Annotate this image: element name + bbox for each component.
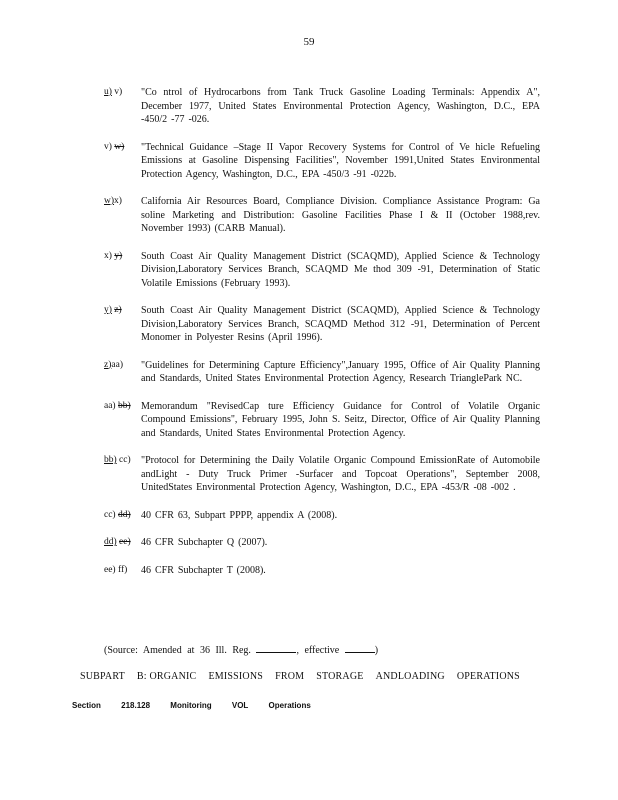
old-letter: dd) (117, 509, 131, 520)
new-letter: y) (104, 305, 112, 315)
old-letter: z) (114, 305, 122, 315)
new-letter: cc) (104, 509, 116, 520)
new-letter: bb) (104, 455, 117, 465)
section-word: VOL (231, 701, 249, 710)
source-prefix: (Source: (104, 645, 138, 656)
subpart-heading (80, 671, 520, 682)
section-word: Section (72, 701, 101, 710)
new-letter: u) (104, 87, 112, 97)
subpart-word: SUBPART (80, 671, 125, 682)
old-letter: v) (114, 87, 123, 97)
old-letter: w) (114, 141, 125, 152)
source-effective: , effective (296, 645, 340, 656)
reference-text: "Protocol for Determining the Daily Volatile Organic Compound EmissionRate of Automobile andLight - Duty Truck Primer -Surfacer and Topcoat Operations", September 2008, UnitedStates Environmental Protection Agency, Washington, D.C., EPA -453/R -08 -002 . (141, 455, 540, 493)
section-heading (72, 701, 329, 710)
old-letter: x) (114, 196, 122, 206)
reference-item (104, 564, 540, 578)
subpart-word: ANDLOADING (375, 671, 445, 682)
old-letter: cc) (119, 455, 131, 465)
reference-text: Memorandum "RevisedCap ture Efficiency Guidance for Control of Volatile Organic Compound Emissions", February 1995, John S. Seitz, Director, Office of Air Quality Planning and Standards, United States Environmental Protection Agency. (141, 400, 540, 439)
reference-item (104, 359, 540, 386)
source-close: ) (374, 645, 379, 656)
new-letter: z) (104, 359, 112, 370)
reference-item (104, 195, 540, 236)
effective-blank (345, 643, 375, 653)
new-letter: w) (104, 196, 115, 206)
reference-text: 46 CFR Subchapter Q (2007). (141, 537, 268, 548)
new-letter: aa) (104, 400, 116, 411)
reference-text: South Coast Air Quality Management District (SCAQMD), Applied Science & Technology Division,Laboratory Services Branch, SCAQMD Me thod 309 -91, Determination of Static Volatile Emissions (February 1993). (141, 250, 540, 289)
subpart-word: OPERATIONS (456, 671, 520, 682)
section-word: Monitoring (170, 701, 212, 710)
subpart-word: B: ORGANIC (136, 671, 197, 682)
section-word: 218.128 (121, 701, 151, 710)
reference-text: 40 CFR 63, Subpart PPPP, appendix A (2008). (141, 509, 338, 521)
new-letter: ee) (104, 564, 116, 575)
reference-item (104, 509, 540, 523)
reference-item (104, 536, 540, 550)
reference-text: "Co ntrol of Hydrocarbons from Tank Truck Gasoline Loading Terminals: Appendix A", December 1977, United States Environmental Protection Agency, Washington, D.C., EPA -450/2 -77 -026. (141, 87, 540, 125)
page-number: 59 (303, 36, 315, 48)
subpart-word: EMISSIONS (208, 671, 264, 682)
reference-item (104, 86, 540, 127)
reference-item (104, 141, 540, 182)
reference-text: "Technical Guidance –Stage II Vapor Recovery Systems for Control of Ve hicle Refueling Emissions at Gasoline Dispensing Facilities", November 1991,United States Environmental Protection Agency, Washington, D.C., EPA -450/3 -91 -022b. (141, 141, 540, 180)
new-letter: v) (104, 141, 112, 152)
section-word: Operations (268, 701, 311, 710)
subpart-word: STORAGE (316, 671, 364, 682)
old-letter: aa) (111, 359, 123, 370)
reference-item (104, 400, 540, 441)
reference-text: "Guidelines for Determining Capture Efficiency",January 1995, Office of Air Quality Planning and Standards, United States Environmental Protection Agency, Research TrianglePark NC. (141, 359, 540, 384)
reference-list (104, 86, 540, 591)
reference-item (104, 304, 540, 345)
reference-text: California Air Resources Board, Compliance Division. Compliance Assistance Program: Ga soline Marketing and Distribution: Gasoline Facilities Phase I & II (October 1988,rev. November 1993) (CARB Manual). (141, 196, 540, 234)
source-text: Amended at 36 Ill. Reg. (142, 645, 251, 656)
reference-text: South Coast Air Quality Management District (SCAQMD), Applied Science & Technology Division,Laboratory Services Branch, SCAQMD Method 312 -91, Determination of Percent Monomer in Polyester Resins (April 1996). (141, 305, 540, 343)
old-letter: ff) (117, 564, 128, 575)
new-letter: x) (104, 250, 112, 261)
reference-item (104, 250, 540, 291)
source-note (104, 643, 378, 656)
new-letter: dd) (104, 537, 117, 547)
reference-text: 46 CFR Subchapter T (2008). (141, 564, 266, 576)
old-letter: y) (114, 250, 123, 261)
old-letter: ee) (119, 537, 131, 547)
subpart-word: FROM (275, 671, 305, 682)
old-letter: bb) (117, 400, 131, 411)
register-blank (256, 643, 296, 653)
reference-item (104, 454, 540, 495)
